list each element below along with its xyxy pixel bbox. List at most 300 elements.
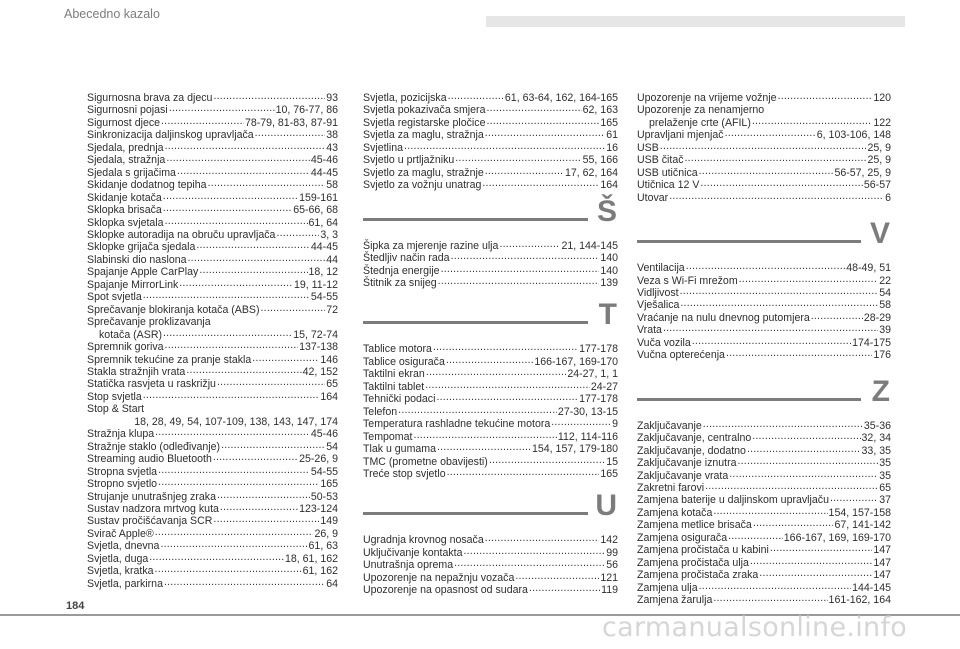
section-u: [363, 534, 618, 596]
index-entry-pages: 56-57: [863, 179, 891, 192]
index-entry-pages: 10, 76-77, 86: [275, 104, 338, 117]
index-entry-pages: 140: [600, 264, 618, 277]
index-entry-term: Tablice motora: [363, 343, 432, 356]
index-entry-pages: 42, 152: [302, 365, 338, 378]
dot-leader: [811, 310, 863, 322]
index-entry-pages: 35: [879, 457, 891, 470]
index-entry-term: Svjetlo u prtljažniku: [363, 154, 455, 167]
section-u-continued: [637, 92, 891, 204]
index-entry: 18, 28, 49, 54, 107-109, 138, 143, 147, 174: [134, 415, 338, 428]
index-entry-pages: 177-178: [579, 343, 618, 356]
dot-leader: [160, 538, 307, 550]
index-entry-pages: 6, 103-106, 148: [816, 129, 891, 142]
index-entry-pages: 25, 9: [867, 141, 891, 154]
dot-leader: [164, 576, 325, 588]
section-letter-u: U: [595, 489, 617, 523]
index-entry: [87, 578, 338, 590]
index-entry-pages: 61, 162: [302, 565, 338, 578]
index-entry-pages: 6: [885, 191, 891, 204]
index-entry-term: Strujanje unutrašnjeg zraka: [87, 490, 216, 503]
index-entry-term: Tablice osigurača: [363, 355, 445, 368]
dot-leader: [485, 165, 564, 177]
header-bar: [486, 16, 905, 27]
dot-leader: [663, 322, 878, 334]
dot-leader: [163, 202, 292, 214]
index-entry-pages: 44: [326, 253, 338, 266]
index-entry-term: kotača (ASR): [99, 328, 162, 341]
index-entry-term: Sjedala s grijačima: [87, 166, 176, 179]
index-entry-term: Zaključavanje iznutra: [637, 457, 737, 470]
dot-leader: [398, 404, 557, 416]
index-entry-pages: 176: [873, 349, 891, 362]
index-entry-pages: 61: [606, 129, 618, 142]
index-entry-term: Spajanje Apple CarPlay: [87, 266, 199, 279]
index-entry-term: Skidanje dodatnog tepiha: [87, 179, 207, 192]
index-entry-pages: 166-167, 169-170: [534, 355, 618, 368]
index-entry-term: Zamjena osigurača: [637, 531, 728, 544]
dot-leader: [433, 341, 578, 353]
section-letter-v: V: [869, 217, 890, 251]
index-entry: [87, 304, 338, 316]
index-entry-pages: 15, 72-74: [293, 328, 338, 341]
index-entry: [87, 391, 338, 403]
index-entry-pages: 38: [326, 129, 338, 142]
index-entry-term: Zaključavanje: [637, 419, 702, 432]
index-entry-pages: 45-46: [310, 428, 338, 441]
dot-leader: [158, 476, 319, 488]
index-column-middle: [363, 92, 618, 597]
index-entry-term: Stražnje staklo (odleđivanje): [87, 440, 221, 453]
dot-leader: [163, 190, 298, 202]
index-entry-term: Vrata: [637, 324, 662, 337]
index-entry-term: Treće stop svjetlo: [363, 467, 446, 480]
index-entry-term: Sklopke grijača sjedala: [87, 241, 196, 254]
index-entry-pages: 55, 166: [582, 154, 618, 167]
index-entry-pages: 164: [600, 179, 618, 192]
index-entry-term: Zamjena pročistača zraka: [637, 569, 759, 582]
index-entry-term: Zamjena metlice brisača: [637, 519, 752, 532]
dot-leader: [830, 492, 878, 504]
index-entry-term: Vidljivost: [637, 286, 679, 299]
dot-leader: [728, 530, 783, 542]
index-entry-term: Upozorenje na vrijeme vožnje: [637, 92, 777, 104]
index-entry-term: Skidanje kotača: [87, 191, 162, 204]
index-entry-term: Zamjena kotača: [637, 506, 713, 519]
index-entry-pages: 45-46: [310, 154, 338, 167]
dot-leader: [703, 418, 863, 430]
index-entry-term: prelaženje crte (AFIL): [649, 116, 751, 129]
index-entry-pages: 93: [326, 92, 338, 104]
index-entry-term: Zamjena pročistača u kabini: [637, 544, 769, 557]
section-divider-sh: [363, 194, 618, 240]
index-entry-term: Stropno svjetlo: [87, 478, 158, 491]
dot-leader: [686, 260, 846, 272]
index-entry-pages: 154, 157-158: [828, 506, 891, 519]
dot-leader: [166, 152, 310, 164]
dot-leader: [425, 379, 590, 391]
dot-leader: [486, 115, 599, 127]
dot-leader: [436, 391, 578, 403]
dot-leader: [759, 567, 872, 579]
index-entry-term: USB utičnica: [637, 166, 698, 179]
index-entry-pages: 65-66, 68: [293, 204, 338, 217]
dot-leader: [455, 152, 581, 164]
index-entry-pages: 62, 163: [582, 104, 618, 117]
dot-leader: [149, 551, 284, 563]
dot-leader: [739, 273, 879, 285]
dot-leader: [143, 389, 320, 401]
index-entry-term: Svjetla registarske pločice: [363, 116, 486, 129]
index-entry-term: Spot svjetla: [87, 291, 142, 304]
index-entry: [363, 277, 618, 289]
index-entry-pages: 24-27: [590, 380, 618, 393]
index-entry-term: Svjetla, parkirna: [87, 577, 163, 590]
index-entry-pages: 50-53: [310, 490, 338, 503]
index-entry-pages: 112, 114-116: [557, 430, 618, 443]
index-entry-term: TMC (prometne obavijesti): [363, 455, 488, 468]
index-entry-term: Ugradnja krovnog nosača: [363, 534, 484, 547]
dot-leader: [155, 563, 302, 575]
index-entry-term: Zaključavanje, dodatno: [637, 444, 746, 457]
index-column-right: [637, 92, 891, 607]
dot-leader: [261, 302, 326, 314]
index-entry-pages: 44-45: [310, 241, 338, 254]
dot-leader: [217, 489, 310, 501]
index-entry-term: Zamjena pročistača ulja: [637, 556, 749, 569]
index-entry-pages: 56-57, 25, 9: [834, 166, 891, 179]
dot-leader: [685, 152, 867, 164]
dot-leader: [680, 297, 878, 309]
index-entry-pages: 146: [320, 353, 338, 366]
index-entry-term: Upravljani mjenjač: [637, 129, 724, 142]
index-entry-pages: 18, 61, 162: [284, 552, 338, 565]
dot-leader: [426, 366, 567, 378]
index-entry-term: Veza s Wi-Fi mrežom: [637, 274, 738, 287]
dot-leader: [220, 501, 298, 513]
index-entry-term: Spremnik tekućine za pranje stakla: [87, 353, 252, 366]
index-entry-term: Svirač Apple®: [87, 527, 154, 540]
dot-leader: [413, 429, 556, 441]
index-entry: [363, 584, 618, 596]
index-entry-pages: 147: [873, 569, 891, 582]
index-entry-term: Taktilni tablet: [363, 380, 425, 393]
index-entry-pages: 27-30, 13-15: [557, 405, 618, 418]
index-entry-pages: 15: [606, 455, 618, 468]
dot-leader: [485, 127, 605, 139]
dot-leader: [155, 526, 314, 538]
index-entry-pages: 54: [879, 286, 891, 299]
dot-leader: [441, 263, 600, 275]
section-divider-v: [637, 217, 891, 262]
index-entry: [363, 468, 618, 480]
index-entry-term: Ventilacija: [637, 262, 685, 275]
dot-leader: [177, 165, 310, 177]
index-entry-term: Zamjena žarulja: [637, 594, 713, 607]
dot-leader: [489, 454, 605, 466]
index-entry-term: Zaključavanje vrata: [637, 469, 729, 482]
index-entry-term: Utovar: [637, 191, 669, 204]
index-entry-term: Temperatura rashladne tekućine motora: [363, 418, 551, 431]
section-letter-z: Z: [871, 374, 890, 408]
index-entry-pages: 56: [606, 559, 618, 572]
dot-leader: [485, 532, 600, 544]
dot-leader: [699, 580, 851, 592]
dot-leader: [252, 352, 319, 364]
dot-leader: [143, 289, 310, 301]
index-entry-term: Sustav nadzora mrtvog kuta: [87, 502, 219, 515]
index-entry-term: Tempomat: [363, 430, 413, 443]
index-entry-pages: 72: [326, 303, 338, 316]
section-s-continued: [363, 92, 618, 192]
index-entry-pages: 67, 141-142: [834, 519, 891, 532]
dot-leader: [770, 542, 872, 554]
index-entry: Sprečavanje proklizavanja: [87, 316, 211, 329]
index-entry-term: Šipka za mjerenje razine ulja: [363, 239, 499, 252]
section-letter-sh: Š: [596, 194, 617, 228]
dot-leader: [446, 354, 533, 366]
index-entry-term: Uključivanje kontakta: [363, 546, 463, 559]
index-entry-pages: 165: [320, 478, 338, 491]
dot-leader: [660, 140, 867, 152]
index-entry: [87, 491, 338, 503]
dot-leader: [692, 335, 851, 347]
index-entry-term: Stražnja klupa: [87, 428, 155, 441]
index-entry-term: Svjetla pokazivača smjera: [363, 104, 486, 117]
dot-leader: [186, 364, 301, 376]
index-entry-pages: 54-55: [310, 291, 338, 304]
dot-leader: [454, 557, 605, 569]
index-entry-pages: 65: [879, 481, 891, 494]
section-divider-u: [363, 489, 618, 534]
index-entry-term: Štedljiv način rada: [363, 252, 450, 265]
dot-leader: [447, 466, 600, 478]
index-entry-pages: 139: [600, 276, 618, 289]
index-entry-term: Vješalica: [637, 299, 680, 312]
index-entry-term: Svjetla, kratka: [87, 565, 154, 578]
index-entry-term: Telefon: [363, 405, 398, 418]
dot-leader: [451, 250, 600, 262]
index-entry-term: Štitnik za snijeg: [363, 276, 437, 289]
index-entry: Stop & Start: [87, 403, 145, 416]
index-entry-term: Vučna opterećenja: [637, 349, 725, 362]
dot-leader: [437, 441, 531, 453]
dot-leader: [404, 140, 605, 152]
index-entry-pages: 61, 64: [308, 216, 338, 229]
dot-leader: [165, 140, 326, 152]
index-entry-pages: 121: [600, 571, 618, 584]
index-entry-pages: 33, 35: [861, 444, 891, 457]
dot-leader: [196, 239, 310, 251]
index-entry-term: Upozorenje na opasnost od sudara: [363, 584, 528, 597]
index-entry: [637, 349, 891, 361]
divider-line: [637, 240, 861, 243]
index-entry-pages: 147: [873, 544, 891, 557]
dot-leader: [169, 102, 275, 114]
dot-leader: [221, 439, 325, 451]
index-entry-pages: 24-27, 1, 1: [567, 368, 618, 381]
dot-leader: [680, 285, 879, 297]
index-entry-pages: 43: [326, 141, 338, 154]
index-entry-term: USB čitač: [637, 154, 684, 167]
index-entry-pages: 28-29: [863, 311, 891, 324]
index-entry-pages: 165: [600, 467, 618, 480]
dot-leader: [165, 339, 299, 351]
section-divider-t: [363, 298, 618, 343]
index-entry-pages: 177-178: [579, 393, 618, 406]
dot-leader: [179, 277, 293, 289]
index-entry-term: Utičnica 12 V: [637, 179, 700, 192]
dot-leader: [515, 570, 599, 582]
index-entry-pages: 159-161: [299, 191, 338, 204]
index-entry-term: Statička rasvjeta u raskrižju: [87, 378, 216, 391]
index-entry-term: Svjetla, duga: [87, 552, 149, 565]
section-t: [363, 343, 618, 480]
dot-leader: [213, 513, 319, 525]
watermark-text: carmanualsonline.info: [602, 612, 908, 643]
page-number: 184: [66, 600, 85, 612]
index-column-left: [87, 92, 338, 590]
index-entry-term: Štednja energije: [363, 264, 440, 277]
dot-leader: [699, 165, 834, 177]
index-entry-term: Zamjena ulja: [637, 581, 698, 594]
divider-line: [363, 512, 588, 515]
dot-leader: [464, 545, 606, 557]
index-entry-term: Slabinski dio naslona: [87, 253, 187, 266]
divider-line: [363, 321, 588, 324]
index-entry-term: Taktilni ekran: [363, 368, 425, 381]
index-entry-pages: 123-124: [299, 502, 338, 515]
index-entry-pages: 64: [326, 577, 338, 590]
dot-leader: [750, 555, 872, 567]
dot-leader: [726, 347, 872, 359]
dot-leader: [165, 215, 308, 227]
index-entry-pages: 39: [879, 324, 891, 337]
index-entry: [637, 92, 891, 104]
index-entry-term: Sklopka brisača: [87, 204, 162, 217]
dot-leader: [213, 451, 298, 463]
index-entry-term: Sustav pročišćavanja SCR: [87, 515, 213, 528]
section-letter-t: T: [598, 298, 617, 332]
index-entry-term: Sjedala, stražnja: [87, 154, 166, 167]
index-entry-pages: 25-26, 9: [299, 453, 338, 466]
dot-leader: [551, 416, 611, 428]
index-entry-term: Spremnik goriva: [87, 341, 164, 354]
index-entry-pages: 119: [601, 584, 618, 597]
index-entry-term: Sigurnosni pojasi: [87, 104, 168, 117]
index-entry-pages: 78-79, 81-83, 87-91: [244, 116, 338, 129]
dot-leader: [499, 238, 560, 250]
dot-leader: [700, 177, 862, 189]
index-entry-term: Sprečavanje blokiranja kotača (ABS): [87, 303, 260, 316]
index-entry-pages: 48-49, 51: [846, 262, 891, 275]
index-entry-term: Tlak u gumama: [363, 443, 437, 456]
index-entry-term: Stropna svjetla: [87, 465, 158, 478]
dot-leader: [486, 102, 581, 114]
index-entry: [363, 179, 618, 191]
index-entry-pages: 32, 34: [861, 432, 891, 445]
index-entry-term: Svjetla, dnevna: [87, 540, 160, 553]
index-entry-term: Svjetla za maglu, stražnja: [363, 129, 484, 142]
dot-leader: [155, 426, 310, 438]
index-entry-pages: 65: [326, 378, 338, 391]
index-entry-term: Upozorenje na nepažnju vozača: [363, 571, 515, 584]
index-entry-pages: 44-45: [310, 166, 338, 179]
index-entry-pages: 164: [320, 390, 338, 403]
dot-leader: [729, 468, 878, 480]
index-entry-term: Svjetlina: [363, 141, 404, 154]
section-v: [637, 262, 891, 362]
index-entry-pages: 144-145: [852, 581, 891, 594]
index-entry-term: Sinkronizacija daljinskog upravljača: [87, 129, 254, 142]
section-divider-z: [637, 374, 891, 420]
index-entry-term: Svjetla, pozicijska: [363, 92, 447, 104]
index-entry-term: Svjetlo za maglu, stražnje: [363, 166, 484, 179]
dot-leader: [438, 275, 600, 287]
index-entry-term: Sklopka svjetala: [87, 216, 164, 229]
dot-leader: [482, 177, 599, 189]
index-entry-pages: 54-55: [310, 465, 338, 478]
index-entry-pages: 19, 11-12: [294, 278, 338, 291]
index-entry-term: Vuča vozila: [637, 336, 691, 349]
dot-leader: [753, 517, 834, 529]
index-entry-term: Stop svjetla: [87, 390, 142, 403]
index-entry-pages: 58: [326, 179, 338, 192]
index-entry-pages: 166-167, 169, 169-170: [783, 531, 891, 544]
dot-leader: [217, 376, 325, 388]
index-entry-term: Zaključavanje, centralno: [637, 432, 752, 445]
index-entry-term: Zamjena baterije u daljinskom upravljaču: [637, 494, 829, 507]
dot-leader: [669, 190, 884, 202]
dot-leader: [725, 127, 816, 139]
index-entry-term: USB: [637, 141, 659, 154]
dot-leader: [448, 90, 504, 102]
index-entry-pages: 174-175: [852, 336, 891, 349]
index-entry-term: Tehnički podaci: [363, 393, 436, 406]
dot-leader: [276, 227, 319, 239]
index-entry-term: Vraćanje na nulu dnevnog putomjera: [637, 311, 810, 324]
dot-leader: [713, 505, 827, 517]
index-entry-pages: 25, 9: [867, 154, 891, 167]
dot-leader: [163, 327, 292, 339]
index-entry-pages: 54: [326, 440, 338, 453]
divider-line: [637, 398, 861, 401]
index-entry-pages: 61, 63-64, 162, 164-165: [504, 92, 618, 104]
index-entry-pages: 149: [320, 515, 338, 528]
divider-line: [363, 218, 588, 221]
dot-leader: [738, 455, 879, 467]
index-entry: Upozorenje za nenamjerno: [637, 104, 765, 117]
dot-leader: [158, 464, 310, 476]
index-entry-term: Spajanje MirrorLink: [87, 278, 179, 291]
dot-leader: [705, 480, 878, 492]
dot-leader: [208, 177, 326, 189]
index-entry-pages: 3, 3: [320, 228, 338, 241]
index-entry-pages: 120: [873, 92, 891, 104]
index-entry-pages: 21, 144-145: [561, 239, 618, 252]
index-entry-pages: 18, 12: [308, 266, 338, 279]
dot-leader: [778, 90, 873, 102]
section-sh: [363, 240, 618, 290]
index-entry-term: Sigurnosna brava za djecu: [87, 92, 213, 104]
dot-leader: [747, 443, 861, 455]
index-entry-pages: 137-138: [299, 341, 338, 354]
dot-leader: [752, 430, 860, 442]
dot-leader: [213, 90, 325, 102]
index-entry-term: Sjedala, prednja: [87, 141, 164, 154]
index-entry-term: Zakretni farovi: [637, 481, 705, 494]
dot-leader: [188, 252, 326, 264]
index-entry-pages: 122: [873, 116, 891, 129]
